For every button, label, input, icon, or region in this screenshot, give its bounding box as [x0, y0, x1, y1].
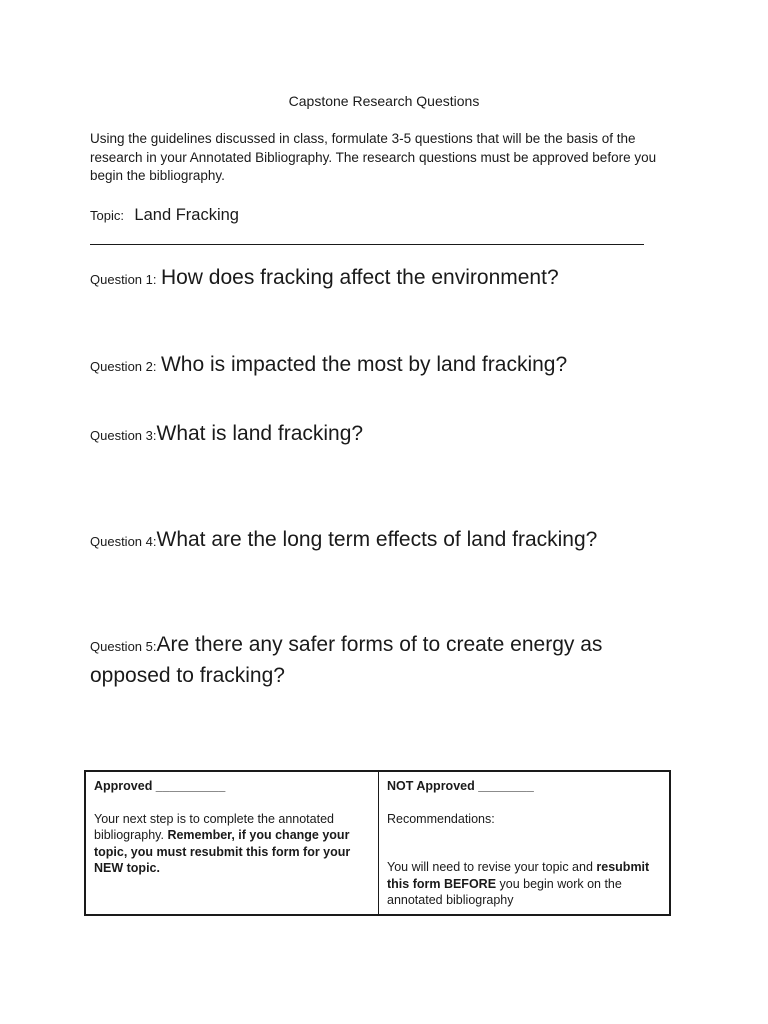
question-3: [90, 422, 690, 446]
question-4: [90, 528, 690, 552]
question-5-text-line-2: opposed to fracking?: [90, 664, 285, 687]
question-1: [90, 266, 690, 290]
question-5-label: Question 5:: [90, 639, 157, 654]
not-approved-cell: [379, 772, 669, 914]
question-5-text: Are there any safer forms of to create energy as: [156, 633, 603, 656]
revise-text-1: You will need to revise your topic and: [387, 860, 593, 874]
intro-line-2: research in your Annotated Bibliography. The research questions must be approved before you: [90, 149, 657, 165]
revise-text-bold: resubmit this form BEFORE: [387, 860, 650, 891]
question-4-text: What are the long term effects of land fracking?: [156, 528, 598, 551]
approved-cell: [86, 772, 379, 914]
topic-label: Topic:: [90, 208, 124, 223]
not-approved-heading: NOT Approved ________: [387, 779, 534, 793]
question-4-label: Question 4:: [90, 534, 157, 549]
recommendations-label: Recommendations:: [387, 811, 495, 826]
question-2: [90, 353, 690, 377]
revise-text-2: you begin work on the annotated bibliography: [387, 876, 622, 907]
question-1-label: Question 1:: [90, 272, 157, 287]
intro-line-1: Using the guidelines discussed in class, formulate 3-5 questions that will be the basis of the: [90, 131, 636, 146]
topic-value: Land Fracking: [134, 206, 239, 224]
approved-warning: Remember, if you change your topic, you must resubmit this form for your NEW topic.: [94, 828, 351, 875]
topic-underline: [90, 244, 644, 245]
question-1-text: How does fracking affect the environment?: [160, 266, 559, 289]
approved-text: Your next step is to complete the annotated bibliography.: [94, 811, 334, 842]
approved-heading: Approved __________: [94, 779, 226, 793]
intro-line-3: begin the bibliography.: [90, 168, 225, 183]
question-2-text: Who is impacted the most by land fracking?: [160, 353, 568, 376]
question-3-text: What is land fracking?: [156, 422, 364, 445]
approval-table: [84, 770, 671, 916]
question-5: [90, 633, 690, 688]
intro-paragraph: [90, 130, 690, 186]
question-2-label: Question 2:: [90, 359, 157, 374]
document-title: Capstone Research Questions: [288, 93, 480, 109]
question-3-label: Question 3:: [90, 428, 157, 443]
topic-row: [90, 206, 239, 225]
